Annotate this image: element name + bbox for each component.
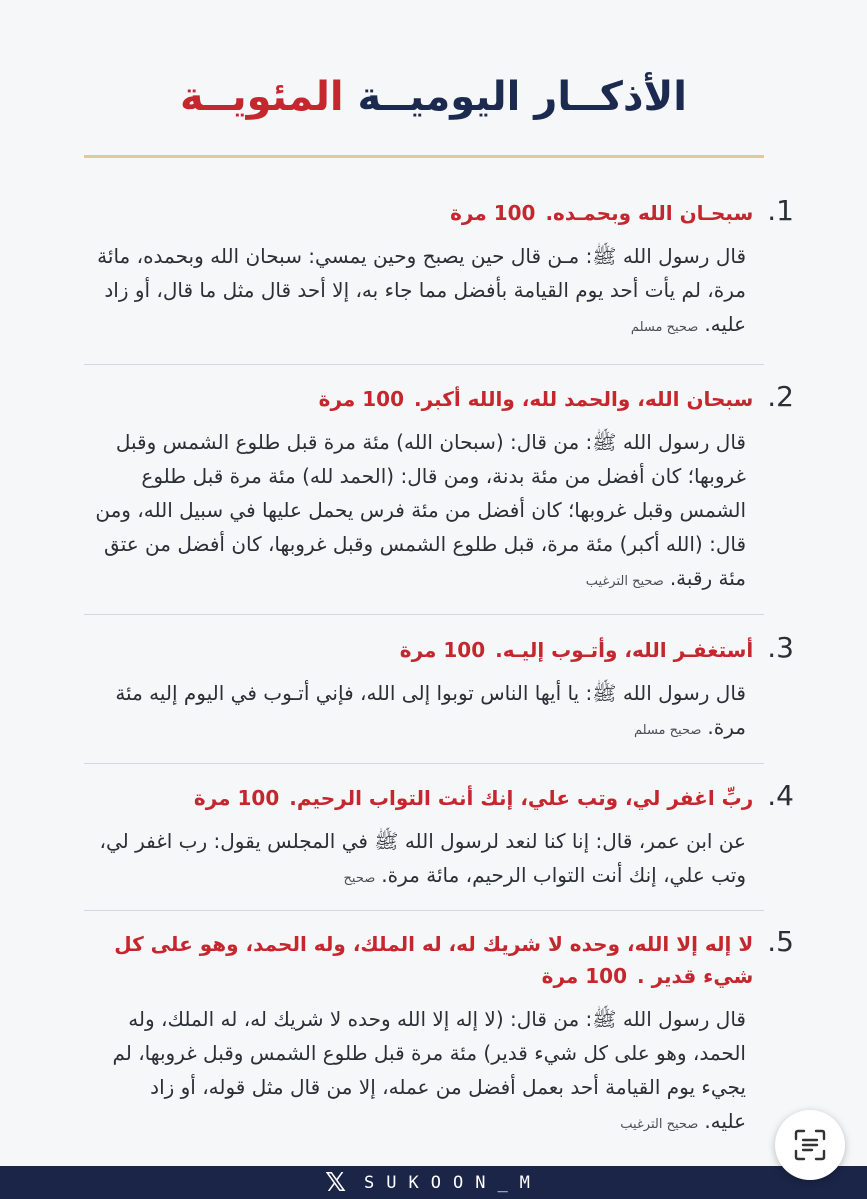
hadith-text [74,425,794,599]
hadith-source: صحيح [343,871,376,886]
dhikr-item-1 [74,195,794,345]
dhikr-phrase: سبحـان الله وبحمـده. [545,201,754,225]
dhikr-phrase: لا إله إلا الله، وحده لا شريك له، له الملك، وله الحمد، وهو على كل شيء قدير . [114,932,754,988]
text-scan-button[interactable] [775,1110,845,1180]
hadith-body: قال رسول الله ﷺ: يا أيها الناس توبوا إلى الله، فإني أتـوب في اليوم إليه مئة مرة. [115,681,746,739]
dhikr-phrase: أستغفـر الله، وأتـوب إليـه. [495,638,754,662]
section-divider [84,614,764,615]
page-title-primary: الأذكــار اليوميــة [357,74,687,120]
dhikr-title [74,197,753,229]
dhikr-heading [74,195,794,229]
account-handle[interactable]: SUKOON_M [364,1172,542,1193]
dhikr-item-4 [74,780,794,896]
dhikr-count: 100 مرة [399,638,486,662]
dhikr-phrase: سبحان الله، والحمد لله، والله أكبر. [414,387,754,411]
text-scan-icon [793,1128,827,1162]
hadith-body: قال رسول الله ﷺ: من قال: (سبحان الله) مئة مرة قبل طلوع الشمس وقبل غروبها؛ كان أفضل من مئة بدنة، ومن قال: (الحمد لله) مئة مرة قبل طلوع الشمس وقبل غروبها؛ كان أفضل من مئة فرس يحمل عليها في سبيل الله، ومن قال: (الله أكبر) مئة مرة، قبل طلوع الشمس وقبل غروبها، كان أفضل من عتق مئة رقبة. [95,430,746,590]
dhikr-phrase: ربِّ اغفر لي، وتب علي، إنك أنت التواب الرحيم. [289,786,754,810]
dhikr-count: 100 مرة [193,786,280,810]
hadith-source: صحيح الترغيب [620,1117,699,1132]
dhikr-title [74,383,753,415]
dhikr-title [74,928,753,992]
title-divider [84,155,764,158]
dhikr-heading [74,632,794,666]
dhikr-title [74,782,753,814]
dhikr-heading [74,780,794,814]
section-divider [84,910,764,911]
dhikr-heading [74,926,794,992]
hadith-source: صحيح الترغيب [585,574,664,589]
dhikr-count: 100 مرة [318,387,405,411]
hadith-text [74,239,794,345]
x-logo-icon: 𝕏 [325,1167,347,1198]
section-divider [84,364,764,365]
dhikr-number: 4. [767,779,794,812]
dhikr-number: 5. [767,925,794,958]
hadith-source: صحيح مسلم [634,723,702,738]
dhikr-item-5 [74,926,794,1142]
dhikr-item-3 [74,632,794,748]
page-title-accent: المئويــة [180,74,344,120]
dhikr-count: 100 مرة [541,964,628,988]
hadith-text [74,824,794,896]
dhikr-number: 2. [767,380,794,413]
dhikr-heading [74,381,794,415]
dhikr-title [74,634,753,666]
hadith-body: قال رسول الله ﷺ: من قال: (لا إله إلا الله وحده لا شريك له، له الملك، وله الحمد، وهو على كل شيء قدير) مئة مرة قبل طلوع الشمس وقبل غروبها، لم يجيء يوم القيامة أحد بعمل أفضل من عمله، إلا من قال مثل قوله، أو زاد عليه. [112,1007,746,1133]
hadith-text [74,1002,794,1142]
footer-bar [0,1166,867,1199]
dhikr-item-2 [74,381,794,599]
hadith-text [74,676,794,748]
hadith-source: صحيح مسلم [630,320,699,335]
hadith-body: عن ابن عمر، قال: إنا كنا لنعد لرسول الله ﷺ في المجلس يقول: رب اغفر لي، وتب علي، إنك أنت التواب الرحيم، مائة مرة. [99,829,746,887]
section-divider [84,763,764,764]
dhikr-number: 1. [767,194,794,227]
page-title [0,62,867,132]
dhikr-count: 100 مرة [450,201,536,225]
dhikr-number: 3. [767,631,794,664]
hadith-body: قال رسول الله ﷺ: مـن قال حين يصبح وحين يمسي: سبحان الله وبحمده، مائة مرة، لم يأت أحد يوم القيامة بأفضل مما جاء به، إلا أحد قال مثل ما قال، أو زاد عليه. [97,244,746,336]
